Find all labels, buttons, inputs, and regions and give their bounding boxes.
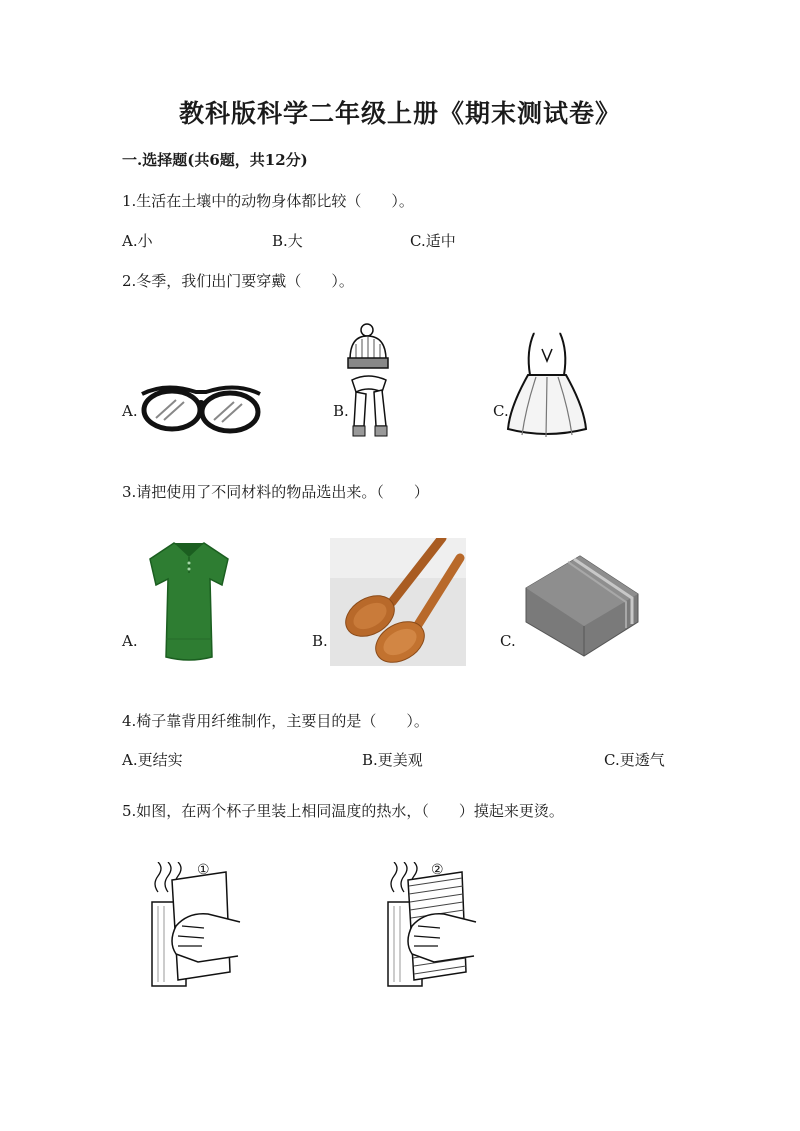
figure-label-2: ②	[431, 862, 444, 878]
q2-option-a[interactable]: A.	[122, 402, 138, 420]
q4-option-a[interactable]: A.更结实	[122, 751, 183, 769]
sunglasses-icon	[138, 380, 264, 442]
question-1: 1.生活在土壤中的动物身体都比较（ ）。	[122, 192, 414, 210]
q1-option-b[interactable]: B.大	[272, 232, 303, 250]
question-5: 5.如图，在两个杯子里装上相同温度的热水，（ ）摸起来更烫。	[122, 802, 564, 820]
q1-option-c[interactable]: C.适中	[410, 232, 456, 250]
wooden-spoons-icon	[330, 538, 466, 666]
dress-icon	[506, 331, 588, 441]
cup-figure-2	[384, 862, 480, 994]
gray-towel-icon	[522, 548, 642, 660]
q3-option-b[interactable]: B.	[312, 632, 328, 650]
hat-and-scarf-icon	[344, 322, 394, 440]
q1-option-a[interactable]: A.小	[122, 232, 153, 250]
question-2: 2.冬季，我们出门要穿戴（ ）。	[122, 272, 354, 290]
question-4: 4.椅子靠背用纤维制作，主要目的是（ ）。	[122, 712, 429, 730]
q3-option-a[interactable]: A.	[122, 632, 138, 650]
question-3: 3.请把使用了不同材料的物品选出来。（ ）	[122, 483, 429, 501]
figure-label-1: ①	[197, 862, 210, 878]
green-shirt-icon	[144, 539, 234, 663]
q3-option-c[interactable]: C.	[500, 632, 516, 650]
q2-option-c[interactable]: C.	[493, 402, 509, 420]
section-title: 一.选择题(共6题，共12分)	[122, 151, 308, 169]
page-title: 教科版科学二年级上册《期末测试卷》	[178, 99, 621, 128]
q2-option-b[interactable]: B.	[333, 402, 349, 420]
cup-figure-1	[148, 862, 244, 994]
q4-option-b[interactable]: B.更美观	[362, 751, 423, 769]
q4-option-c[interactable]: C.更透气	[604, 751, 665, 769]
